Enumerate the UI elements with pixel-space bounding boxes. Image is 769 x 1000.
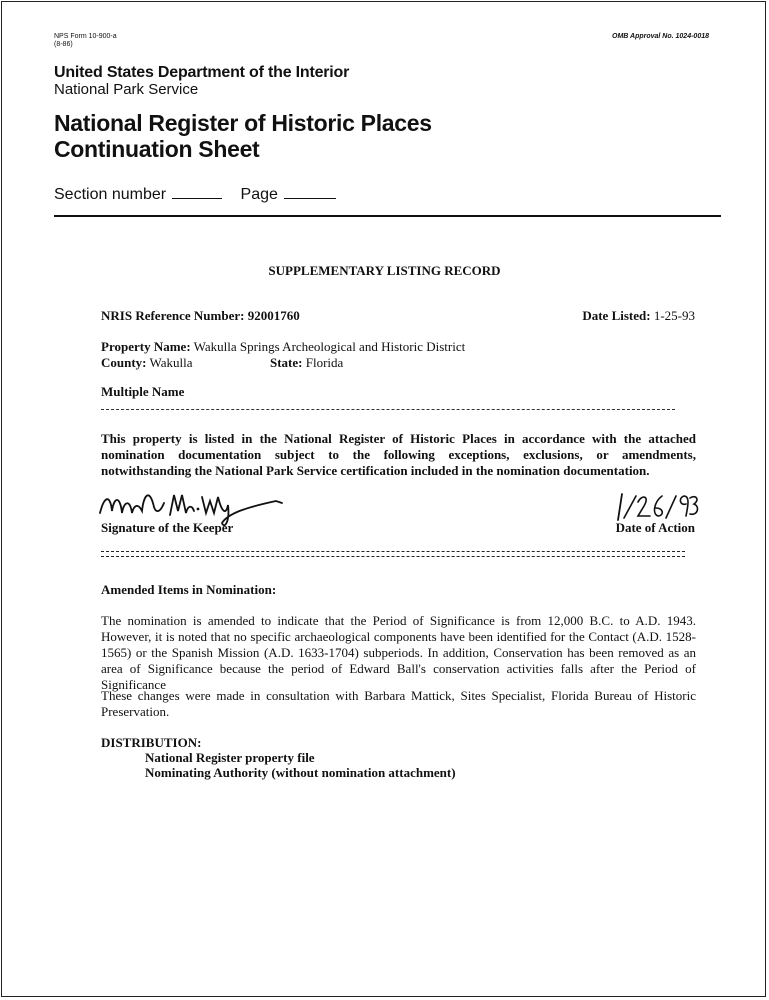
- state-label: State:: [270, 355, 303, 370]
- form-number-line: NPS Form 10-900-a: [54, 33, 117, 40]
- dashed-divider: [101, 409, 675, 410]
- action-date-handwritten: [610, 490, 700, 524]
- amendment-paragraph-1: The nomination is amended to indicate that the Period of Significance is from 12,000 B.C. to A.D. 1943. However, it is noted that no specific archaeological components have been identified for the Contact (A.D. 1528-1565) or the Spanish Mission (A.D. 1633-1704) subperiods. In addition, Conservation has been removed as an area of Significance because the period of Edward Ball's conservation activities falls after the Period of Significance: [101, 613, 696, 692]
- nris-label: NRIS Reference Number:: [101, 308, 245, 323]
- form-number: [54, 33, 117, 49]
- date-listed-value: 1-25-93: [653, 308, 695, 323]
- record-heading: SUPPLEMENTARY LISTING RECORD: [268, 263, 501, 278]
- certification-statement: This property is listed in the National Register of Historic Places in accordance with the attached nomination documentation subject to the following exceptions, exclusions, or amendments, notwithstanding the National Park Service certification included in the nomination documentation.: [101, 431, 696, 478]
- nris-value: 92001760: [247, 308, 300, 323]
- distribution-item: National Register property file: [145, 750, 315, 765]
- omb-approval: OMB Approval No. 1024-0018: [612, 33, 709, 40]
- date-of-action-label: Date of Action: [615, 520, 695, 535]
- double-dashed-divider: [101, 551, 685, 557]
- amended-items-heading: Amended Items in Nomination:: [101, 582, 277, 597]
- distribution-heading: DISTRIBUTION:: [101, 735, 202, 750]
- section-number-blank: [172, 188, 222, 199]
- state: [270, 355, 343, 371]
- county-value: Wakulla: [149, 355, 193, 370]
- distribution-item: Nominating Authority (without nomination attachment): [145, 765, 456, 780]
- amendment-paragraph-2: These changes were made in consultation with Barbara Mattick, Sites Specialist, Florida Bureau of Historic Preservation.: [101, 688, 696, 719]
- form-subtitle: Continuation Sheet: [54, 136, 260, 162]
- property-name-label: Property Name:: [101, 339, 191, 354]
- multiple-name-label: Multiple Name: [101, 384, 185, 399]
- property-name: [101, 339, 465, 355]
- form-date-line: (8-86): [54, 41, 73, 48]
- date-listed: [582, 308, 695, 324]
- section-number-label: Section number: [54, 186, 167, 203]
- county-label: County:: [101, 355, 147, 370]
- nris-reference: [101, 308, 300, 324]
- agency-name: National Park Service: [54, 81, 199, 98]
- date-listed-label: Date Listed:: [582, 308, 651, 323]
- signature-label: Signature of the Keeper: [101, 520, 234, 535]
- header-rule: [54, 215, 721, 217]
- form-title: National Register of Historic Places: [54, 110, 432, 136]
- state-value: Florida: [305, 355, 344, 370]
- county: [101, 355, 193, 371]
- property-name-value: Wakulla Springs Archeological and Historic District: [193, 339, 466, 354]
- page-number-blank: [284, 188, 336, 199]
- department-name: United States Department of the Interior: [54, 64, 350, 81]
- section-page-line: [54, 186, 342, 204]
- page-label: Page: [240, 186, 278, 203]
